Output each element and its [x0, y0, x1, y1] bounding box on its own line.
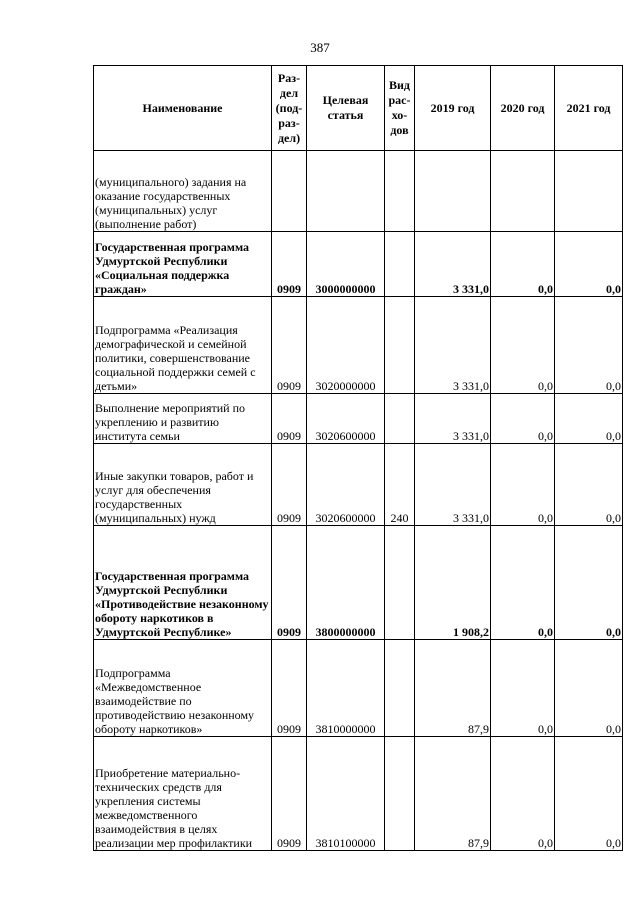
cell-razdel: 0909: [272, 394, 307, 444]
cell-name: Подпрограмма «Межведомственное взаимодействие по противодействию незаконному обороту наркотиков»: [94, 640, 272, 737]
cell-vid: [385, 151, 415, 232]
cell-2021: 0,0: [555, 297, 623, 394]
cell-target: 3810000000: [307, 640, 385, 737]
cell-target: [307, 151, 385, 232]
header-razdel-line: Раз-: [277, 70, 301, 85]
cell-vid: [385, 394, 415, 444]
table-header-row: [94, 66, 623, 151]
cell-vid: [385, 297, 415, 394]
cell-razdel: 0909: [272, 737, 307, 851]
cell-2020: 0,0: [491, 232, 555, 297]
cell-name: Подпрограмма «Реализация демографической и семейной политики, совершенствование социальной поддержки семей с детьми»: [94, 297, 272, 394]
cell-razdel: 0909: [272, 526, 307, 640]
cell-name: (муниципального) задания на оказание государственных (муниципальных) услуг (выполнение работ): [94, 151, 272, 232]
cell-vid: [385, 526, 415, 640]
cell-2020: 0,0: [491, 394, 555, 444]
table-row: [94, 151, 623, 232]
header-vid-line: дов: [390, 123, 409, 137]
header-razdel: [272, 66, 307, 151]
header-razdel-line: раз-: [278, 115, 300, 130]
header-target: [307, 66, 385, 151]
cell-2019: 1 908,2: [415, 526, 491, 640]
cell-2019: 3 331,0: [415, 444, 491, 526]
cell-2020: [491, 151, 555, 232]
cell-2021: 0,0: [555, 444, 623, 526]
cell-2020: 0,0: [491, 526, 555, 640]
cell-2021: 0,0: [555, 640, 623, 737]
header-target-line: Целевая: [322, 93, 369, 107]
cell-2019: 3 331,0: [415, 394, 491, 444]
budget-table: [93, 65, 623, 851]
header-vid: [385, 66, 415, 151]
cell-2020: 0,0: [491, 737, 555, 851]
header-razdel-line: дел): [277, 130, 301, 145]
header-2021: 2021 год: [555, 66, 623, 151]
cell-razdel: 0909: [272, 297, 307, 394]
header-vid-line: Вид: [389, 78, 410, 92]
cell-vid: 240: [385, 444, 415, 526]
cell-name: Государственная программа Удмуртской Республики «Противодействие незаконному обороту наркотиков в Удмуртской Республике»: [94, 526, 272, 640]
cell-vid: [385, 640, 415, 737]
cell-vid: [385, 737, 415, 851]
cell-name: Приобретение материально-технических средств для укрепления системы межведомственного взаимодействия в целях реализации мер профилактики: [94, 737, 272, 851]
cell-2020: 0,0: [491, 640, 555, 737]
cell-razdel: 0909: [272, 640, 307, 737]
cell-2020: 0,0: [491, 297, 555, 394]
cell-razdel: [272, 151, 307, 232]
header-razdel-line: (под-: [275, 100, 303, 115]
cell-2019: 3 331,0: [415, 232, 491, 297]
cell-target: 3020600000: [307, 394, 385, 444]
cell-target: 3000000000: [307, 232, 385, 297]
table-row: [94, 232, 623, 297]
cell-2021: [555, 151, 623, 232]
header-2019: 2019 год: [415, 66, 491, 151]
cell-target: 3020600000: [307, 444, 385, 526]
cell-vid: [385, 232, 415, 297]
page-number: 387: [310, 40, 330, 55]
header-name: Наименование: [94, 66, 272, 151]
cell-2021: 0,0: [555, 394, 623, 444]
cell-2021: 0,0: [555, 232, 623, 297]
cell-target: 3810100000: [307, 737, 385, 851]
header-vid-line: рас-: [388, 93, 411, 107]
cell-name: Иные закупки товаров, работ и услуг для обеспечения государственных (муниципальных) нужд: [94, 444, 272, 526]
cell-2020: 0,0: [491, 444, 555, 526]
cell-name: Выполнение мероприятий по укреплению и развитию института семьи: [94, 394, 272, 444]
cell-2019: 3 331,0: [415, 297, 491, 394]
cell-2021: 0,0: [555, 526, 623, 640]
table-row: [94, 297, 623, 394]
header-razdel-line: дел: [279, 85, 299, 100]
table-row: [94, 640, 623, 737]
header-vid-line: хо-: [391, 108, 408, 122]
cell-name: Государственная программа Удмуртской Республики «Социальная поддержка граждан»: [94, 232, 272, 297]
cell-razdel: 0909: [272, 232, 307, 297]
cell-2019: 87,9: [415, 640, 491, 737]
cell-2019: [415, 151, 491, 232]
cell-2021: 0,0: [555, 737, 623, 851]
cell-target: 3800000000: [307, 526, 385, 640]
table-row: [94, 444, 623, 526]
header-2020: 2020 год: [491, 66, 555, 151]
cell-razdel: 0909: [272, 444, 307, 526]
table-row: [94, 526, 623, 640]
table-row: [94, 737, 623, 851]
header-target-line: статья: [327, 108, 364, 122]
cell-2019: 87,9: [415, 737, 491, 851]
cell-target: 3020000000: [307, 297, 385, 394]
table-row: [94, 394, 623, 444]
